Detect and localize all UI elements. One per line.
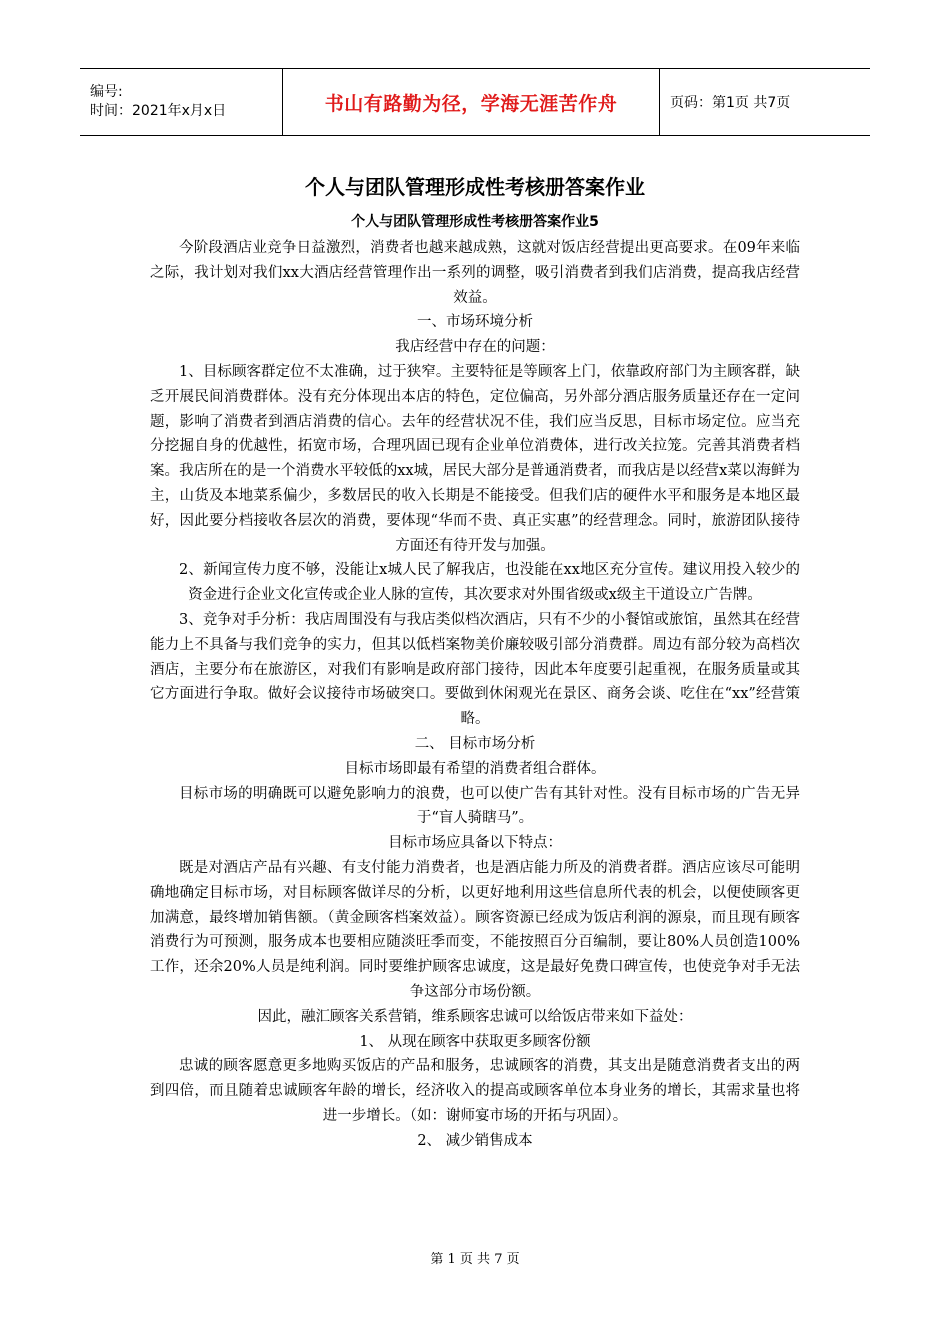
document-time-label: 时间：2021年x月x日 bbox=[90, 103, 227, 119]
document-title: 个人与团队管理形成性考核册答案作业 bbox=[305, 175, 645, 199]
footer-page-number: 第 1 页 共 7 页 bbox=[430, 1252, 520, 1267]
paragraph: 一、市场环境分析 bbox=[417, 314, 533, 331]
header-page-number: 页码：第1页 共7页 bbox=[670, 95, 791, 111]
paragraph-list bbox=[150, 236, 800, 1153]
header-motto: 书山有路勤为径，学海无涯苦作舟 bbox=[324, 92, 618, 115]
paragraph: 1、目标顾客群定位不太准确，过于狭窄。主要特征是等顾客上门，依靠政府部门为主顾客群，缺乏开展民间消费群体。没有充分体现出本店的特色，定位偏高，另外部分酒店服务质量还存在一定问题，影响了消费者到酒店消费的信心。去年的经营状况不佳，我们应当反思，目标市场定位。应当充分挖掘自身的优越性，拓宽市场，合理巩固已现有企业单位消费体，进行改关拉笼。完善其消费者档案。我店所在的是一个消费水平较低的xx城，居民大部分是普通消费者，而我店是以经营x菜以海鲜为主，山货及本地菜系偏少，多数居民的收入长期是不能接受。但我们店的硬件水平和服务是本地区最好，因此要分档接收各层次的消费，要体现“华而不贵、真正实惠”的经营理念。同时，旅游团队接待方面还有待开发与加强。 bbox=[150, 363, 800, 554]
paragraph: 目标市场应具备以下特点： bbox=[388, 835, 562, 852]
paragraph: 3、竞争对手分析：我店周围没有与我店类似档次酒店，只有不少的小餐馆或旅馆，虽然其在经营能力上不具备与我们竞争的实力，但其以低档案物美价廉较吸引部分消费群。周边有部分较为高档次酒店，主要分布在旅游区，对我们有影响是政府部门接待，因此本年度要引起重视，在服务质量或其它方面进行争取。做好会议接待市场破突口。要做到休闲观光在景区、商务会谈、吃住在“xx”经营策略。 bbox=[150, 611, 800, 728]
paragraph: 2、 减少销售成本 bbox=[417, 1132, 533, 1149]
document-subtitle: 个人与团队管理形成性考核册答案作业5 bbox=[351, 214, 599, 230]
paragraph: 我店经营中存在的问题： bbox=[395, 339, 555, 356]
header-page-info bbox=[660, 69, 870, 135]
paragraph: 既是对酒店产品有兴趣、有支付能力消费者，也是酒店能力所及的消费者群。酒店应该尽可能明确地确定目标市场，对目标顾客做详尽的分析，以更好地利用这些信息所代表的机会，以便使顾客更加满意，最终增加销售额。（黄金顾客档案效益）。顾客资源已经成为饭店利润的源泉，而且现有顾客消费行为可预测，服务成本也要相应随淡旺季而变，不能按照百分百编制，要让80%人员创造100%工作，还余20%人员是纯利润。同时要维护顾客忠诚度，这是最好免费口碑宣传，也使竞争对手无法争这部分市场份额。 bbox=[150, 859, 800, 1000]
paragraph: 目标市场的明确既可以避免影响力的浪费，也可以使广告有其针对性。没有目标市场的广告无异于“盲人骑瞎马”。 bbox=[179, 785, 800, 827]
paragraph: 1、 从现在顾客中获取更多顾客份额 bbox=[359, 1033, 591, 1050]
paragraph: 忠诚的顾客愿意更多地购买饭店的产品和服务，忠诚顾客的消费，其支出是随意消费者支出的两到四倍，而且随着忠诚顾客年龄的增长，经济收入的提高或顾客单位本身业务的增长，其需求量也将进一步增长。（如：谢师宴市场的开拓与巩固）。 bbox=[150, 1058, 800, 1124]
paragraph: 今阶段酒店业竞争日益激烈，消费者也越来越成熟，这就对饭店经营提出更高要求。在09年来临之际，我计划对我们xx大酒店经营管理作出一系列的调整，吸引消费者到我们店消费，提高我店经营效益。 bbox=[150, 240, 800, 306]
header-meta bbox=[80, 69, 282, 135]
paragraph: 目标市场即最有希望的消费者组合群体。 bbox=[344, 760, 606, 777]
paragraph: 因此，融汇顾客关系营销，维系顾客忠诚可以给饭店带来如下益处： bbox=[257, 1008, 693, 1025]
paragraph: 二、 目标市场分析 bbox=[414, 735, 536, 752]
paragraph: 2、新闻宣传力度不够，没能让x城人民了解我店，也没能在xx地区充分宣传。建议用投入较少的资金进行企业文化宣传或企业人脉的宣传，其次要求对外围省级或x级主干道设立广告牌。 bbox=[179, 562, 800, 604]
header-motto-cell bbox=[282, 69, 660, 135]
page-footer bbox=[0, 1248, 950, 1267]
page-header bbox=[80, 68, 870, 136]
document-number-label: 编号: bbox=[90, 84, 123, 100]
document-body bbox=[150, 172, 800, 1153]
